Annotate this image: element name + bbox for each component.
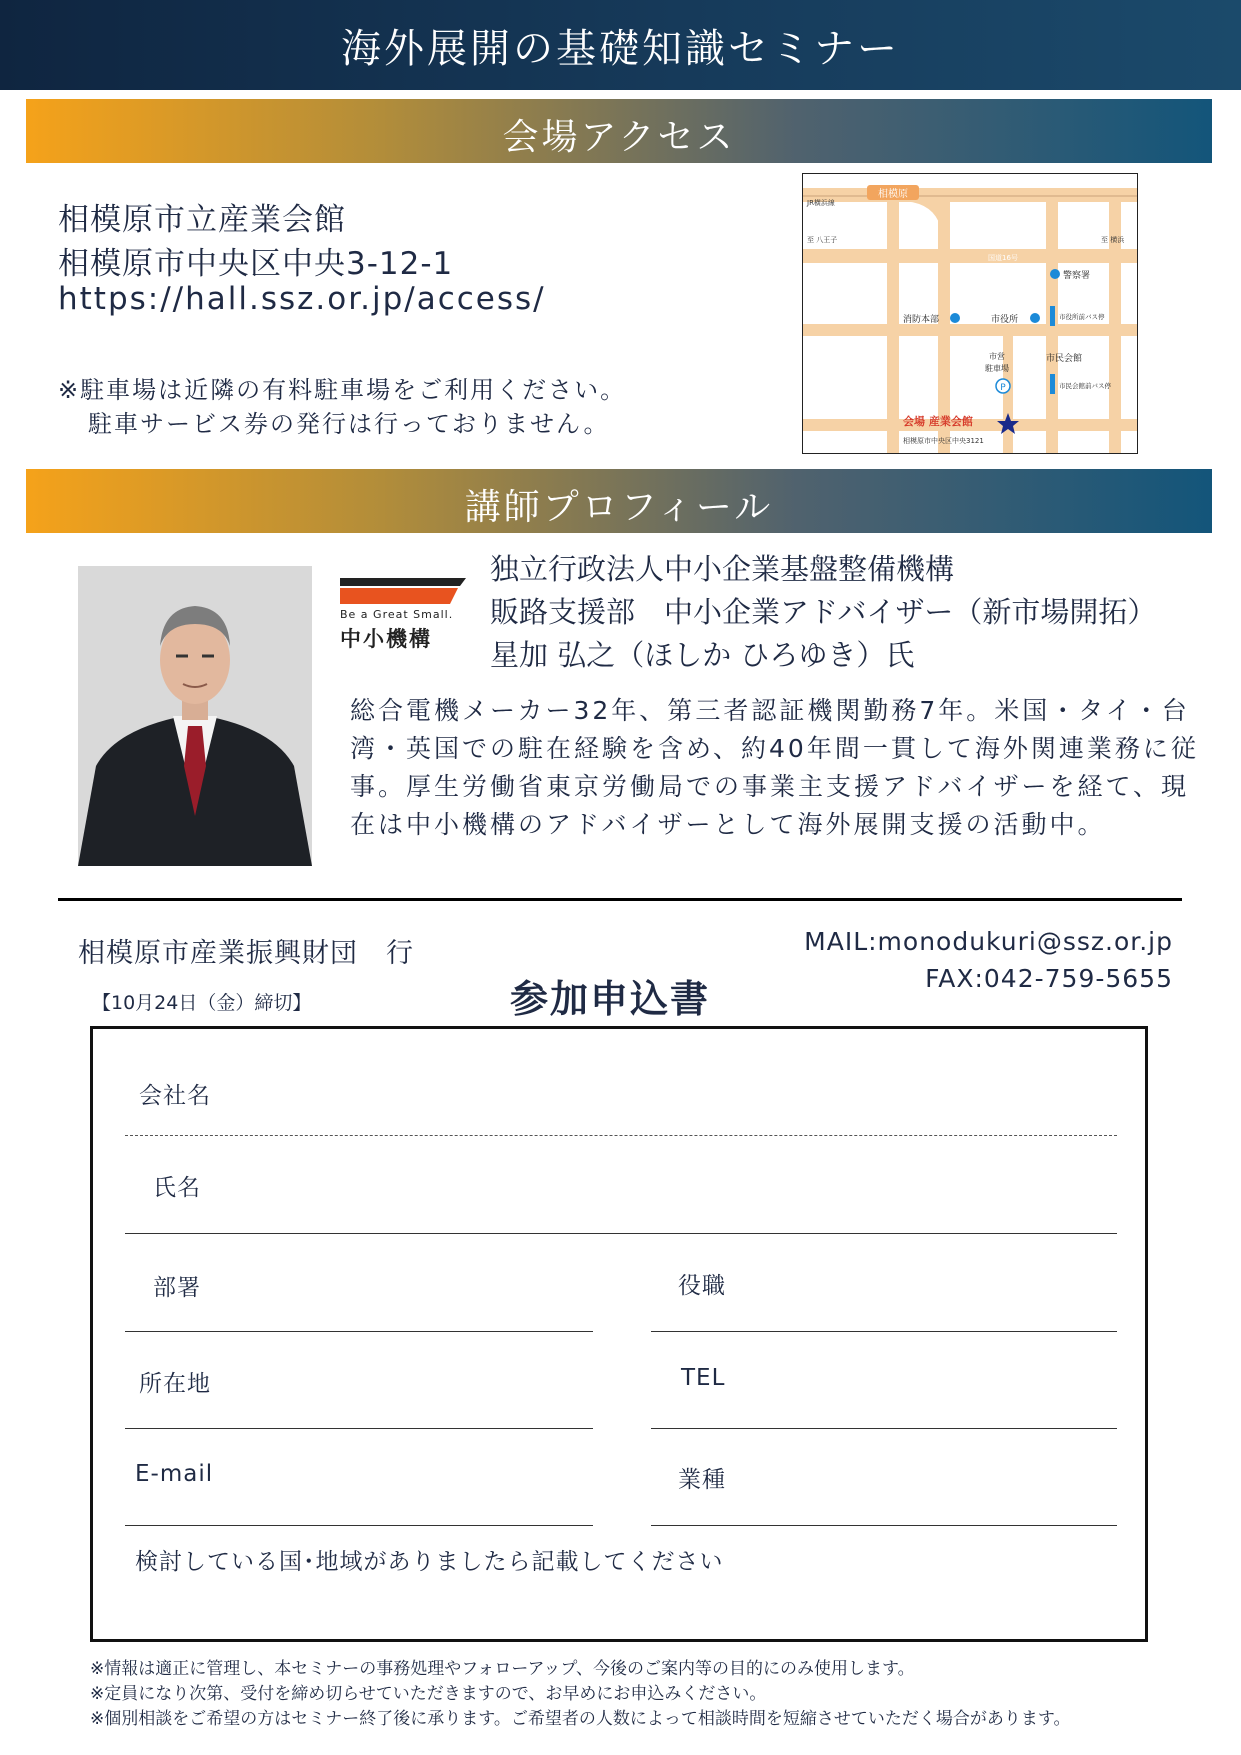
map-fire-hq-label: 消防本部: [903, 315, 940, 325]
map-civic-hall-label: 市民会館: [1046, 354, 1083, 364]
map-city-hall-label: 市役所: [991, 315, 1019, 325]
map-bus-cityhall-label: 市役所前バス停: [1059, 313, 1105, 321]
access-section-title: 会場アクセス: [502, 117, 736, 158]
map-venue-label: 会場 産業会館: [903, 415, 973, 428]
instructor-name: 星加 弘之（ほしか ひろゆき）氏: [490, 638, 915, 672]
map-parking-label-2: 駐車場: [985, 364, 1009, 373]
instructor-dept: 販路支援部 中小企業アドバイザー（新市場開拓）: [490, 595, 1157, 629]
smrj-logo: [340, 576, 466, 651]
note-1: ※情報は適正に管理し、本セミナーの事務処理やフォローアップ、今後のご案内等の目的にのみ使用します。: [90, 1659, 915, 1679]
industry-field[interactable]: [651, 1525, 1117, 1526]
company-label: 会社名: [139, 1083, 211, 1109]
footer-notes: [90, 1657, 1071, 1732]
section-divider: [58, 898, 1182, 901]
map-to-yokohama-label: 至 横浜: [1101, 236, 1125, 244]
map-police-label: 警察署: [1063, 271, 1091, 281]
map-venue-address: 相模原市中央区中央3121: [903, 437, 984, 445]
fire-hq-pin-icon: [950, 313, 960, 323]
contact-mail[interactable]: MAIL:monodukuri@ssz.or.jp: [804, 927, 1173, 956]
department-field[interactable]: [125, 1331, 593, 1332]
region-field[interactable]: [125, 1577, 1117, 1633]
position-field[interactable]: [651, 1331, 1117, 1332]
name-field[interactable]: [125, 1233, 1117, 1234]
parking-note-1: ※駐車場は近隣の有料駐車場をご利用ください。: [58, 376, 627, 404]
tel-field[interactable]: [651, 1428, 1117, 1429]
map-to-hachioji-label: 至 八王子: [807, 236, 838, 244]
note-2: ※定員になり次第、受付を締め切らせていただきますので、お早めにお申込みください。: [90, 1684, 767, 1704]
position-label: 役職: [678, 1273, 726, 1299]
map-route16-label: 国道16号: [988, 254, 1018, 262]
top-banner: [0, 0, 1241, 90]
parking-note-2: 駐車サービス券の発行は行っておりません。: [88, 410, 610, 438]
bus-stop-icon: [1050, 306, 1055, 326]
region-label: 検討している国･地域がありましたら記載してください: [135, 1549, 724, 1575]
instructor-section-bar: [26, 469, 1212, 533]
industry-label: 業種: [678, 1467, 726, 1493]
access-map: [802, 173, 1138, 454]
map-parking-label-1: 市営: [989, 352, 1005, 361]
instructor-org: 独立行政法人中小企業基盤整備機構: [490, 552, 955, 586]
instructor-bio: 総合電機メーカー32年、第三者認証機関勤務7年。米国・タイ・台湾・英国での駐在経験を含め、約40年間一貫して海外関連業務に従事。厚生労働省東京労働局での事業主支援アドバイザーを経て、現在は中小機構のアドバイザーとして海外展開支援の活動中。: [350, 696, 1199, 839]
department-label: 部署: [153, 1275, 201, 1301]
company-field[interactable]: [125, 1135, 1117, 1136]
location-field[interactable]: [125, 1428, 593, 1429]
contact-fax: FAX:042-759-5655: [925, 964, 1173, 993]
instructor-photo: [78, 566, 312, 866]
map-station-label: 相模原: [878, 189, 908, 200]
name-label: 氏名: [153, 1175, 201, 1201]
venue-url-link[interactable]: https://hall.ssz.or.jp/access/: [58, 281, 546, 317]
map-bus-civic-label: 市民会館前バス停: [1059, 382, 1111, 390]
venue-address: 相模原市中央区中央3-12-1: [58, 246, 454, 282]
form-recipient: 相模原市産業振興財団 行: [78, 938, 414, 969]
location-label: 所在地: [139, 1371, 211, 1397]
map-jr-line-label: JR横浜線: [807, 199, 835, 207]
seminar-title: 海外展開の基礎知識セミナー: [341, 26, 900, 72]
email-field[interactable]: [125, 1525, 593, 1526]
application-form: [90, 1026, 1148, 1642]
logo-tagline: Be a Great Small.: [340, 608, 454, 621]
svg-text:P: P: [1000, 383, 1006, 393]
instructor-section-title: 講師プロフィール: [464, 487, 774, 528]
venue-name: 相模原市立産業会館: [58, 202, 346, 238]
email-label: E-mail: [135, 1461, 214, 1487]
logo-name: 中小機構: [340, 627, 432, 651]
tel-label: TEL: [681, 1365, 726, 1391]
form-deadline: 【10月24日（金）締切】: [92, 992, 312, 1014]
city-hall-pin-icon: [1030, 313, 1040, 323]
form-title: 参加申込書: [510, 977, 711, 1021]
note-3: ※個別相談をご希望の方はセミナー終了後に承ります。ご希望者の人数によって相談時間を短縮させていただく場合があります。: [90, 1709, 1071, 1729]
bus-stop-civic-icon: [1050, 374, 1055, 394]
access-section-bar: [26, 99, 1212, 163]
police-pin-icon: [1050, 269, 1060, 279]
